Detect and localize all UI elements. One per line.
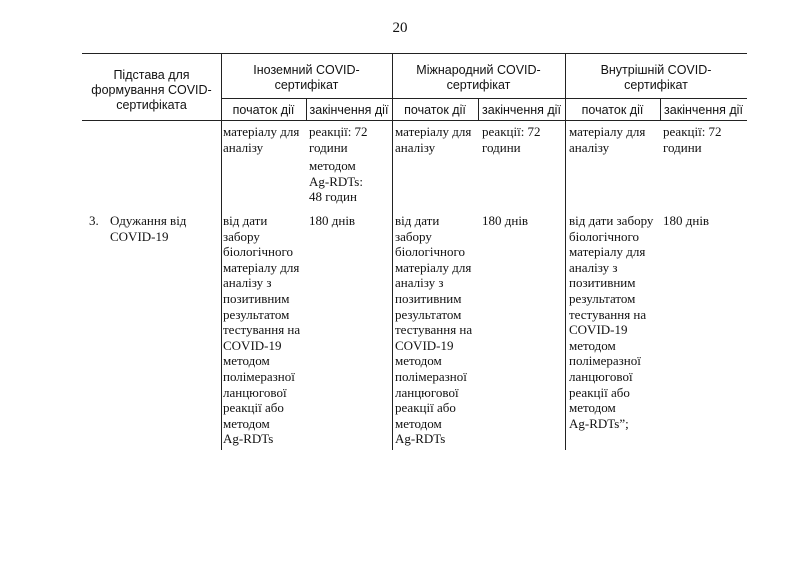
row3-domestic-start: від дати забору біологічного матеріалу для аналізу з позитивним результатом тестування на COVID-19 методом полімеразної ланцюгової реакції або методом Ag-RDTs”; <box>569 213 654 431</box>
header-domestic-certificate: Внутрішній COVID- сертифікат <box>600 63 712 92</box>
header-foreign-start: початок дії <box>232 103 295 117</box>
header-foreign-end: закінчення дії <box>309 103 389 117</box>
header-international-start: початок дії <box>404 103 466 117</box>
row3-basis: Одужання від COVID-19 <box>110 213 187 244</box>
page-number: 20 <box>392 20 408 36</box>
row3-international-start: від дати забору біологічного матеріалу для аналізу з позитивним результатом тестування на COVID-19 методом полімеразної ланцюгової реакції або методом Ag-RDTs <box>395 213 473 447</box>
row3-foreign-end: 180 днів <box>309 213 356 228</box>
body-divider-international <box>392 120 393 450</box>
header-domestic-start: початок дії <box>581 103 644 117</box>
cont-domestic-end: реакції: 72 години <box>663 124 722 155</box>
header-subrow-border <box>221 98 747 99</box>
header-bottom-border <box>82 120 747 121</box>
header-international-certificate: Міжнародний COVID- сертифікат <box>416 63 541 92</box>
header-international-end: закінчення дії <box>482 103 561 117</box>
cont-international-end: реакції: 72 години <box>482 124 541 155</box>
table-top-border <box>82 53 747 54</box>
header-foreign-certificate: Іноземний COVID- сертифікат <box>253 63 360 92</box>
cont-foreign-end: реакції: 72 години <box>309 124 368 155</box>
cont-foreign-start: матеріалу для аналізу <box>223 124 300 155</box>
row3-international-end: 180 днів <box>482 213 529 228</box>
row3-domestic-end: 180 днів <box>663 213 710 228</box>
cont-foreign-end-extra: методом Ag-RDTs: 48 годин <box>309 158 363 205</box>
body-divider-domestic <box>565 120 566 450</box>
row3-number: 3. <box>89 213 99 228</box>
header-basis: Підстава для формування COVID- сертифіката <box>91 68 212 112</box>
cont-domestic-start: матеріалу для аналізу <box>569 124 646 155</box>
cont-international-start: матеріалу для аналізу <box>395 124 472 155</box>
header-domestic-end: закінчення дії <box>664 103 743 117</box>
row3-foreign-start: від дати забору біологічного матеріалу для аналізу з позитивним результатом тестування на COVID-19 методом полімеразної ланцюгової реакції або методом Ag-RDTs <box>223 213 301 447</box>
body-divider-basis <box>221 120 222 450</box>
